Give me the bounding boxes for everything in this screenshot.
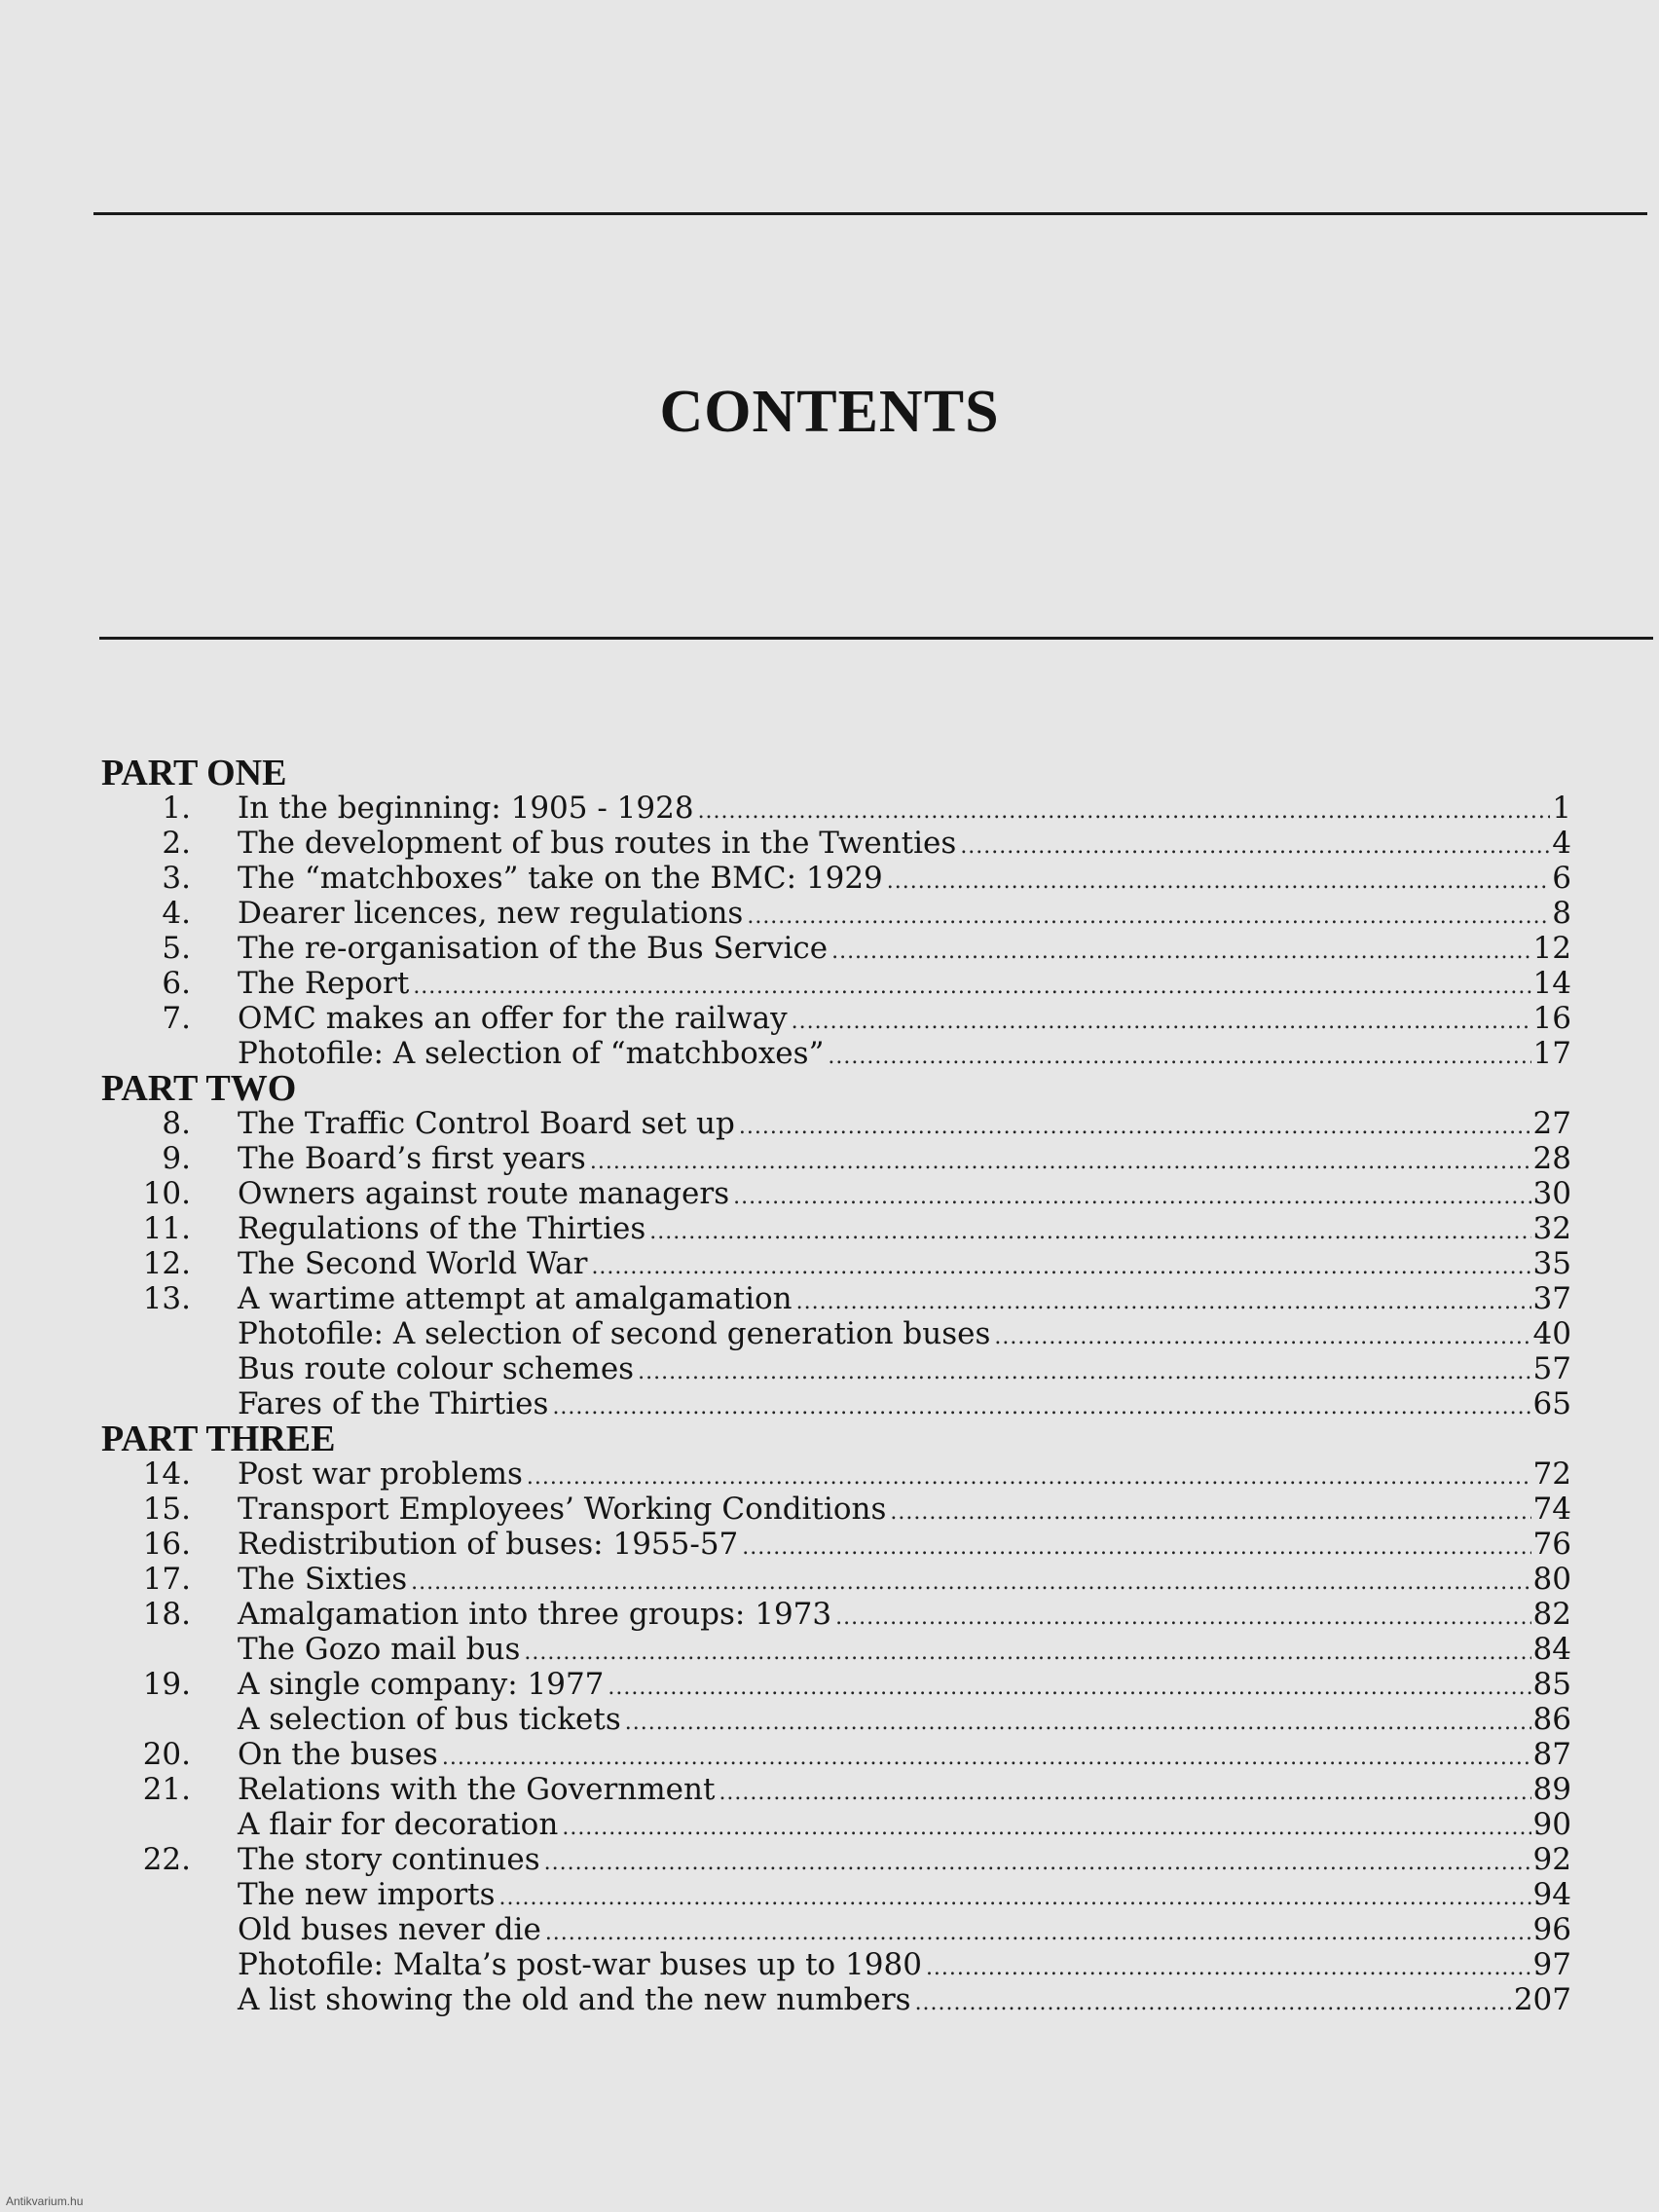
page-number: 207: [1513, 1982, 1571, 2017]
dot-leader: [994, 1320, 1530, 1355]
toc-entry: [101, 1702, 1571, 1737]
chapter-number: 2.: [162, 826, 191, 861]
dot-leader: [835, 1601, 1530, 1636]
page-number: 94: [1532, 1877, 1571, 1912]
chapter-title: Fares of the Thirties: [238, 1386, 549, 1421]
page-number: 74: [1532, 1492, 1571, 1527]
dot-leader: [499, 1881, 1531, 1916]
toc-entry: [101, 1316, 1571, 1351]
chapter-title: Regulations of the Thirties: [238, 1211, 646, 1246]
toc-entry: [101, 896, 1571, 931]
page-number: 8: [1552, 896, 1571, 931]
chapter-title: A flair for decoration: [238, 1807, 559, 1842]
dot-leader: [796, 1285, 1531, 1320]
toc-entry: [101, 1492, 1571, 1527]
toc-entry: [101, 1106, 1571, 1141]
chapter-number: 13.: [142, 1281, 191, 1316]
chapter-title: The Traffic Control Board set up: [238, 1106, 735, 1141]
page-number: 37: [1532, 1281, 1571, 1316]
chapter-title: A single company: 1977: [238, 1667, 605, 1702]
chapter-title: Relations with the Government: [238, 1772, 716, 1807]
dot-leader: [915, 1986, 1512, 2021]
toc-entry: [101, 1001, 1571, 1036]
toc-entry: [101, 1141, 1571, 1176]
dot-leader: [887, 865, 1551, 900]
chapter-number: 1.: [162, 791, 191, 826]
page-number: 89: [1532, 1772, 1571, 1807]
dot-leader: [831, 935, 1530, 970]
toc-entry: [101, 1667, 1571, 1702]
chapter-title: The Second World War: [238, 1246, 588, 1281]
dot-leader: [552, 1390, 1530, 1425]
page-number: 40: [1532, 1316, 1571, 1351]
chapter-number: 4.: [162, 896, 191, 931]
toc-entry: [101, 1351, 1571, 1386]
chapter-number: 7.: [162, 1001, 191, 1036]
chapter-title: Owners against route managers: [238, 1176, 730, 1211]
chapter-title: The Gozo mail bus: [238, 1632, 521, 1667]
chapter-number: 6.: [162, 966, 191, 1001]
toc-entry: [101, 966, 1571, 1001]
toc-entry: [101, 1562, 1571, 1597]
page-number: 12: [1532, 931, 1571, 966]
toc-entry: [101, 1246, 1571, 1281]
dot-leader: [591, 1250, 1530, 1285]
toc-entry: [101, 1527, 1571, 1562]
toc-entry: [101, 1211, 1571, 1246]
page-number: 16: [1532, 1001, 1571, 1036]
dot-leader: [828, 1040, 1530, 1075]
page-number: 87: [1532, 1737, 1571, 1772]
dot-leader: [719, 1776, 1530, 1811]
chapter-title: The new imports: [238, 1877, 496, 1912]
chapter-number: 22.: [142, 1842, 191, 1877]
page-number: 97: [1532, 1947, 1571, 1982]
chapter-title: The “matchboxes” take on the BMC: 1929: [238, 861, 883, 896]
toc-entry: [101, 1456, 1571, 1492]
chapter-number: 12.: [142, 1246, 191, 1281]
toc-entry: [101, 1947, 1571, 1982]
dot-leader: [562, 1811, 1530, 1846]
chapter-number: 9.: [162, 1141, 191, 1176]
chapter-number: 3.: [162, 861, 191, 896]
chapter-title: Photofile: Malta’s post-war buses up to 1980: [238, 1947, 922, 1982]
dot-leader: [442, 1741, 1531, 1776]
page-number: 86: [1532, 1702, 1571, 1737]
chapter-title: Post war problems: [238, 1456, 523, 1492]
page-number: 96: [1532, 1912, 1571, 1947]
page-number: 85: [1532, 1667, 1571, 1702]
page-title: CONTENTS: [659, 379, 1000, 445]
toc-entry: [101, 826, 1571, 861]
chapter-number: 11.: [142, 1211, 191, 1246]
page-number: 32: [1532, 1211, 1571, 1246]
page-number: 4: [1552, 826, 1571, 861]
dot-leader: [792, 1005, 1531, 1040]
toc-entry: [101, 1842, 1571, 1877]
page-number: 76: [1532, 1527, 1571, 1562]
chapter-title: Amalgamation into three groups: 1973: [238, 1597, 832, 1632]
chapter-number: 21.: [142, 1772, 191, 1807]
dot-leader: [524, 1636, 1530, 1671]
dot-leader: [890, 1495, 1530, 1530]
part-heading: PART THREE: [101, 1419, 336, 1459]
part-heading: PART TWO: [101, 1068, 297, 1109]
page-number: 84: [1532, 1632, 1571, 1667]
chapter-title: Bus route colour schemes: [238, 1351, 635, 1386]
page-number: 57: [1532, 1351, 1571, 1386]
dot-leader: [747, 900, 1550, 935]
chapter-title: Photofile: A selection of “matchboxes”: [238, 1036, 825, 1071]
chapter-number: 14.: [142, 1456, 191, 1492]
page-number: 65: [1532, 1386, 1571, 1421]
dot-leader: [411, 1566, 1530, 1601]
dot-leader: [638, 1355, 1530, 1390]
toc-entry: [101, 1281, 1571, 1316]
table-of-contents: [101, 753, 1571, 2017]
dot-leader: [544, 1846, 1531, 1881]
toc-entry: [101, 1982, 1571, 2017]
page-number: 27: [1532, 1106, 1571, 1141]
chapter-number: 5.: [162, 931, 191, 966]
part-heading: PART ONE: [101, 753, 287, 793]
toc-entry: [101, 1807, 1571, 1842]
top-rule: [93, 212, 1647, 215]
chapter-title: The Report: [238, 966, 410, 1001]
dot-leader: [413, 970, 1530, 1005]
middle-rule: [99, 637, 1653, 640]
chapter-title: Transport Employees’ Working Conditions: [238, 1492, 887, 1527]
dot-leader: [698, 794, 1551, 830]
dot-leader: [590, 1145, 1531, 1180]
dot-leader: [742, 1530, 1530, 1566]
chapter-title: Dearer licences, new regulations: [238, 896, 744, 931]
chapter-number: 10.: [142, 1176, 191, 1211]
chapter-title: A selection of bus tickets: [238, 1702, 621, 1737]
page-number: 30: [1532, 1176, 1571, 1211]
chapter-title: The Sixties: [238, 1562, 408, 1597]
toc-entry: [101, 1772, 1571, 1807]
page-number: 17: [1532, 1036, 1571, 1071]
chapter-title: The story continues: [238, 1842, 540, 1877]
chapter-title: Redistribution of buses: 1955-57: [238, 1527, 739, 1562]
chapter-title: On the buses: [238, 1737, 438, 1772]
toc-entry: [101, 931, 1571, 966]
chapter-title: The re-organisation of the Bus Service: [238, 931, 829, 966]
page-number: 80: [1532, 1562, 1571, 1597]
chapter-title: The Board’s first years: [238, 1141, 586, 1176]
dot-leader: [649, 1215, 1530, 1250]
dot-leader: [733, 1180, 1530, 1215]
chapter-number: 16.: [142, 1527, 191, 1562]
chapter-title: Photofile: A selection of second generation buses: [238, 1316, 991, 1351]
dot-leader: [527, 1460, 1531, 1495]
toc-entry: [101, 1176, 1571, 1211]
page-number: 35: [1532, 1246, 1571, 1281]
chapter-title: A list showing the old and the new numbers: [238, 1982, 911, 2017]
toc-entry: [101, 861, 1571, 896]
page-number: 92: [1532, 1842, 1571, 1877]
page-number: 14: [1532, 966, 1571, 1001]
chapter-number: 19.: [142, 1667, 191, 1702]
toc-entry: [101, 1036, 1571, 1071]
toc-entry: [101, 1386, 1571, 1421]
chapter-title: A wartime attempt at amalgamation: [238, 1281, 793, 1316]
chapter-number: 18.: [142, 1597, 191, 1632]
dot-leader: [545, 1916, 1531, 1951]
chapter-number: 17.: [142, 1562, 191, 1597]
page-number: 6: [1552, 861, 1571, 896]
toc-entry: [101, 1912, 1571, 1947]
page-number: 1: [1552, 791, 1571, 826]
chapter-title: In the beginning: 1905 - 1928: [238, 791, 694, 826]
page-number: 28: [1532, 1141, 1571, 1176]
toc-entry: [101, 791, 1571, 826]
page-number: 90: [1532, 1807, 1571, 1842]
chapter-title: OMC makes an offer for the railway: [238, 1001, 788, 1036]
toc-entry: [101, 1877, 1571, 1912]
dot-leader: [960, 830, 1550, 865]
chapter-title: The development of bus routes in the Twenties: [238, 826, 957, 861]
chapter-number: 15.: [142, 1492, 191, 1527]
toc-entry: [101, 1737, 1571, 1772]
watermark: Antikvarium.hu: [6, 2194, 84, 2208]
dot-leader: [926, 1951, 1531, 1986]
page-number: 72: [1532, 1456, 1571, 1492]
dot-leader: [625, 1706, 1531, 1741]
dot-leader: [739, 1110, 1531, 1145]
chapter-title: Old buses never die: [238, 1912, 541, 1947]
toc-entry: [101, 1632, 1571, 1667]
chapter-number: 8.: [162, 1106, 191, 1141]
chapter-number: 20.: [142, 1737, 191, 1772]
dot-leader: [608, 1671, 1530, 1706]
toc-entry: [101, 1597, 1571, 1632]
page-number: 82: [1532, 1597, 1571, 1632]
